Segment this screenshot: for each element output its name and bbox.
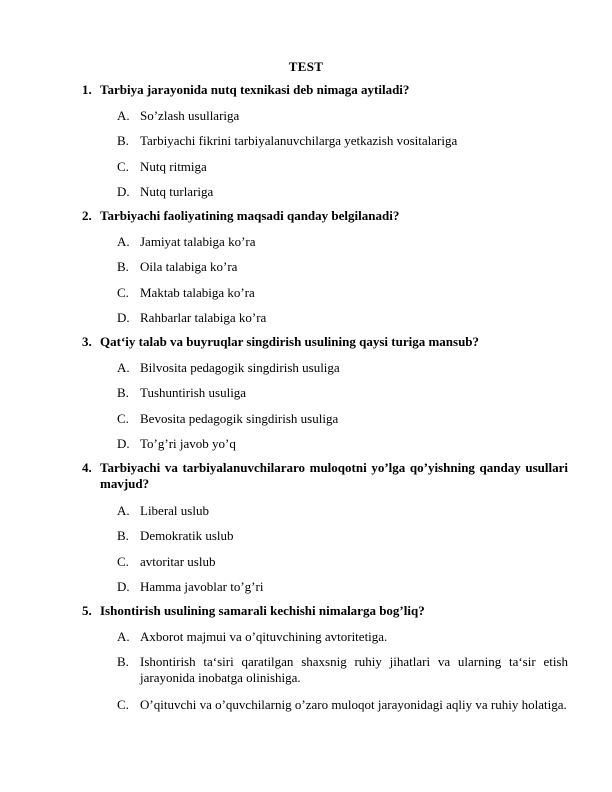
option-text: O’qituvchi va o’quvchilarnig o’zaro muloqot jarayonidagi aqliy va ruhiy holatiga. [140,697,567,712]
question-2 [82,208,568,224]
page-title: TEST [288,59,324,74]
option-text: Demokratik uslub [140,528,234,543]
question-number: 5. [82,603,92,618]
question-text: Tarbiyachi va tarbiyalanuvchilararo muloqotni yo’lga qo’yishning qanday usullari mavjud? [100,460,568,491]
question-text: Ishontirish usulining samarali kechishi nimalarga bog’liq? [100,603,425,618]
option-text: Oila talabiga ko’ra [140,259,238,274]
option-2b [117,259,568,275]
option-letter: D. [117,310,130,325]
option-letter: A. [117,503,130,518]
question-1 [82,82,568,98]
option-1a [117,108,568,124]
option-letter: A. [117,629,130,644]
question-text: Tarbiya jarayonida nutq texnikasi deb nimaga aytiladi? [100,82,410,97]
option-letter: C. [117,159,129,174]
option-letter: A. [117,360,130,375]
option-letter: B. [117,528,129,543]
option-text: So’zlash usullariga [140,108,240,123]
option-text: Maktab talabiga ko’ra [140,285,255,300]
option-letter: C. [117,285,129,300]
option-3a [117,360,568,376]
option-text: Tarbiyachi fikrini tarbiyalanuvchilarga yetkazish vositalariga [140,133,458,148]
option-letter: C. [117,554,129,569]
option-2d [117,310,568,326]
option-2a [117,234,568,250]
question-number: 4. [82,460,92,475]
option-letter: C. [117,411,129,426]
option-letter: D. [117,436,130,451]
option-letter: B. [117,133,129,148]
option-3c [117,411,568,427]
option-4d [117,579,568,595]
option-text: Nutq ritmiga [140,159,207,174]
option-letter: D. [117,579,130,594]
option-text: Bevosita pedagogik singdirish usuliga [140,411,339,426]
option-4a [117,503,568,519]
option-4b [117,528,568,544]
option-letter: B. [117,259,129,274]
question-4 [82,460,568,492]
option-text: To’g’ri javob yo’q [140,436,236,451]
option-text: Tushuntirish usuliga [140,385,247,400]
option-text: Jamiyat talabiga ko’ra [140,234,256,249]
question-number: 3. [82,334,92,349]
option-letter: D. [117,184,130,199]
option-letter: A. [117,234,130,249]
option-3b [117,385,568,401]
option-4c [117,554,568,570]
question-number: 2. [82,208,92,223]
option-1d [117,184,568,200]
option-text: Nutq turlariga [140,184,214,199]
question-3 [82,334,568,350]
question-text: Qat‘iy talab va buyruqlar singdirish usulining qaysi turiga mansub? [100,334,480,349]
option-letter: C. [117,697,129,712]
option-text: Axborot majmui va o’qituvchining avtoritetiga. [140,629,388,644]
option-letter: B. [117,654,129,669]
option-text: avtoritar uslub [140,554,216,569]
option-1c [117,159,568,175]
question-5 [82,603,568,619]
option-text: Rahbarlar talabiga ko’ra [140,310,267,325]
option-text: Bilvosita pedagogik singdirish usuliga [140,360,340,375]
option-text: Ishontirish ta‘siri qaratilgan shaxsnig ruhiy jihatlari va ularning ta‘sir etish jarayonida inobatga olinishiga. [140,654,568,685]
option-letter: B. [117,385,129,400]
option-text: Hamma javoblar to’g’ri [140,579,264,594]
option-1b [117,133,568,149]
option-5b [117,654,568,686]
question-text: Tarbiyachi faoliyatining maqsadi qanday belgilanadi? [100,208,400,223]
option-5c [117,697,568,713]
option-2c [117,285,568,301]
option-3d [117,436,568,452]
option-text: Liberal uslub [140,503,209,518]
option-letter: A. [117,108,130,123]
question-number: 1. [82,82,92,97]
option-5a [117,629,568,645]
